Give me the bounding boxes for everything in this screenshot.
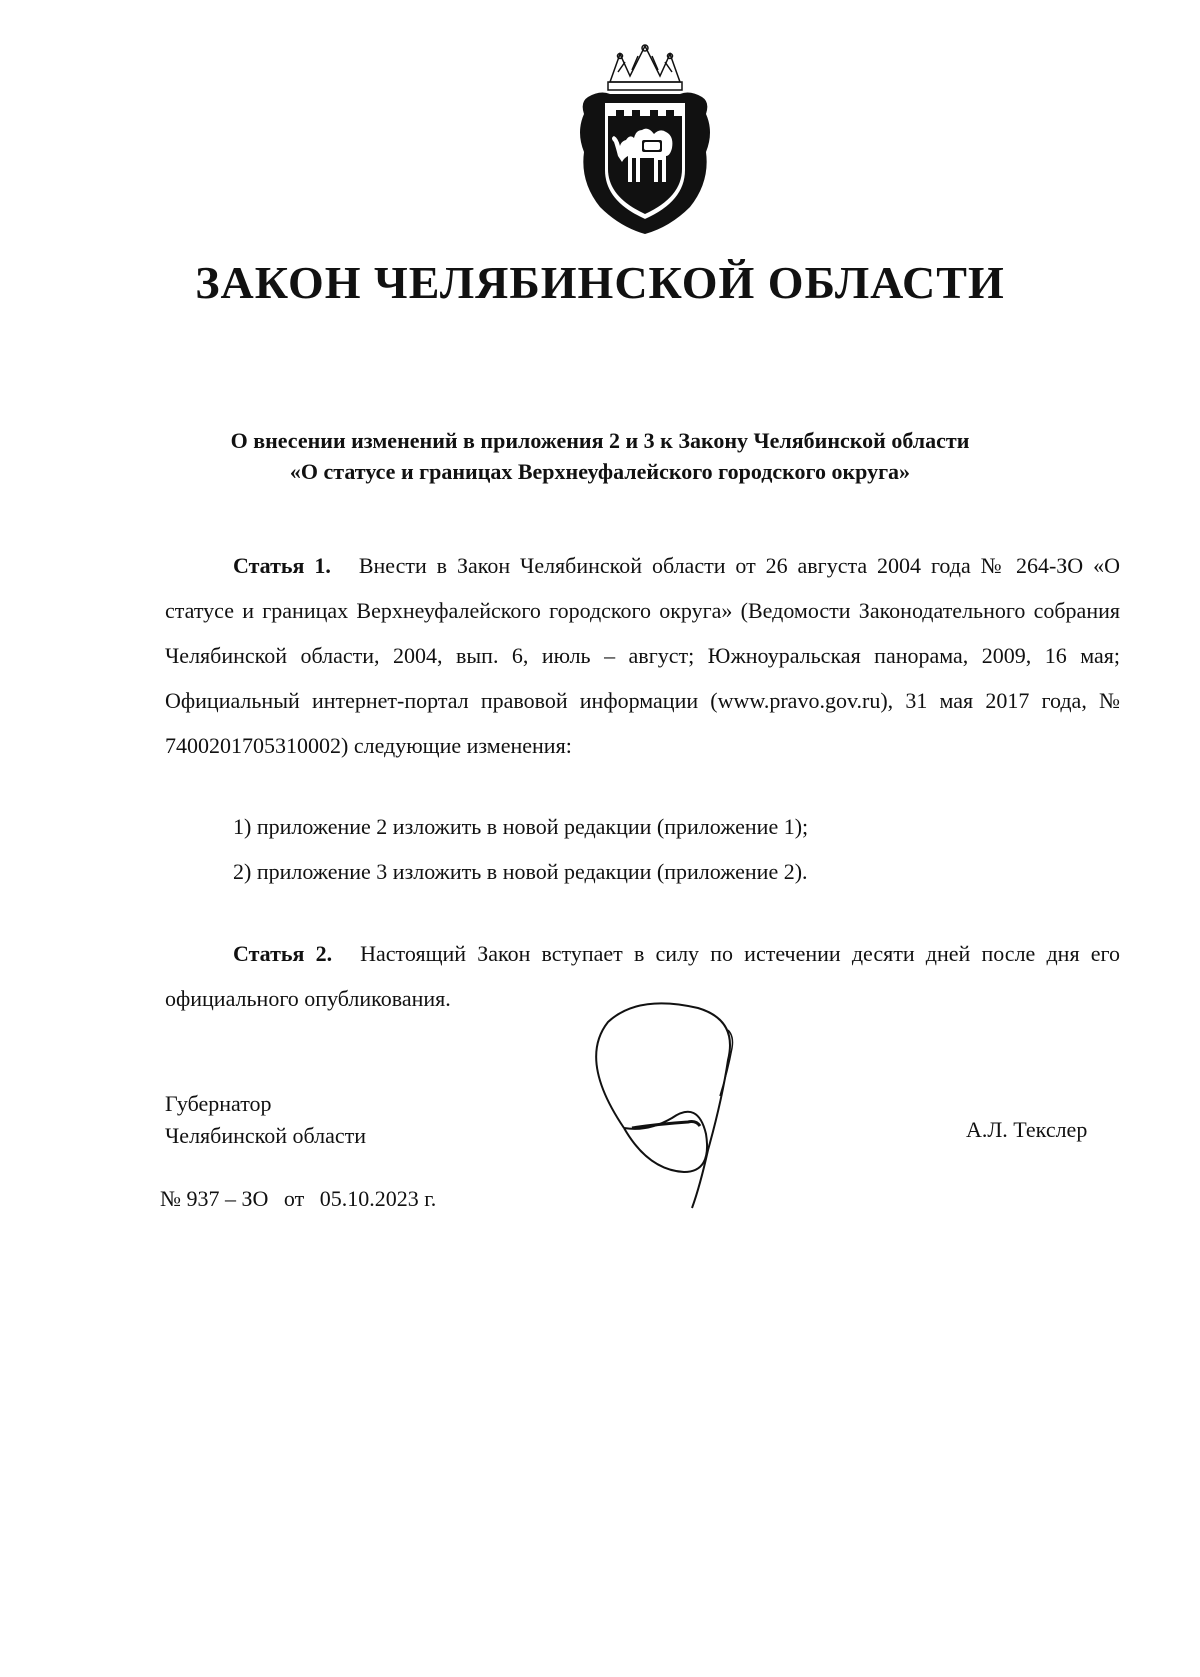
law-title: ЗАКОН ЧЕЛЯБИНСКОЙ ОБЛАСТИ	[195, 257, 1005, 308]
signatory-position	[165, 1088, 366, 1152]
coat-of-arms-emblem	[570, 42, 720, 237]
article-1-label: Статья 1.	[233, 553, 331, 578]
article-1-item-1: 1) приложение 2 изложить в новой редакции (приложение 1);	[233, 814, 809, 839]
subject-line-2: «О статусе и границах Верхнеуфалейского городского округа»	[289, 459, 911, 484]
subject-line-1: О внесении изменений в приложения 2 и 3 к Закону Челябинской области	[230, 428, 970, 453]
signature-icon	[588, 1000, 788, 1210]
article-2-text: Настоящий Закон вступает в силу по истечении десяти дней после дня его официального опубликования.	[165, 941, 1120, 1011]
handwritten-signature	[588, 1000, 788, 1210]
signatory-position-line-1: Губернатор	[165, 1091, 272, 1116]
law-subject	[0, 425, 1200, 487]
article-1	[165, 543, 1120, 768]
registration-number: № 937 – ЗО	[160, 1186, 269, 1211]
registration-line	[160, 1186, 446, 1212]
coat-of-arms-icon	[570, 42, 720, 237]
article-2-label: Статья 2.	[233, 941, 333, 966]
registration-date: 05.10.2023 г.	[319, 1186, 437, 1211]
registration-date-prefix: от	[283, 1186, 305, 1211]
signatory-position-line-2: Челябинской области	[165, 1123, 367, 1148]
article-1-text: Внести в Закон Челябинской области от 26 августа 2004 года № 264-ЗО «О статусе и границах Верхнеуфалейского городского округа» (Ведомости Законодательного собрания Челябинской области, 2004, вып. 6, июль – август; Южноуральская панорама, 2009, 16 мая; Официальный интернет-портал правовой информации (www.pravo.gov.ru), 31 мая 2017 года, № 7400201705310002) следующие изменения:	[165, 553, 1120, 758]
article-1-item-2: 2) приложение 3 изложить в новой редакции (приложение 2).	[233, 859, 808, 884]
signatory-name: А.Л. Текслер	[966, 1117, 1088, 1142]
